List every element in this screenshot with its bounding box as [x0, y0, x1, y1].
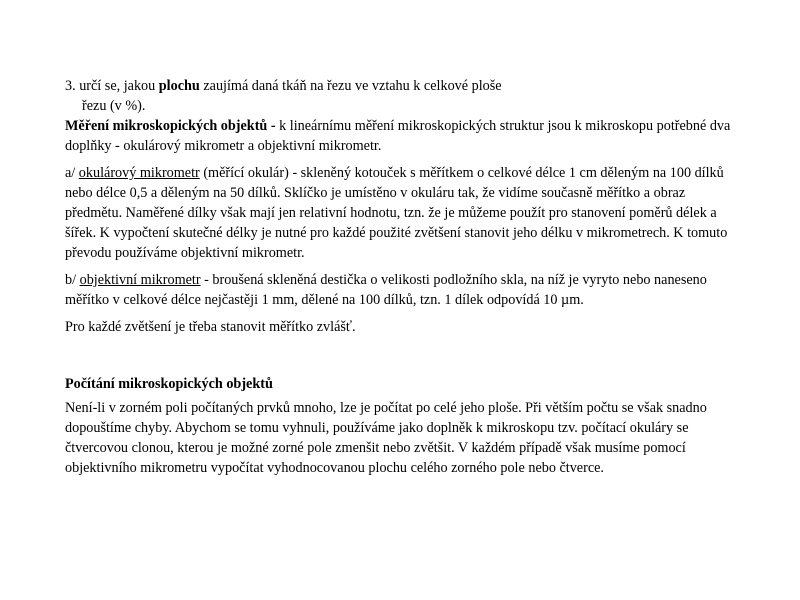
list-item-text-b: zaujímá daná tkáň na řezu ve vztahu k celkové ploše — [199, 78, 502, 94]
list-item-text-c: řezu (v %). — [82, 98, 146, 114]
paragraph-text-a: (měřící okulár) - skleněný kotouček s měřítkem o celkové délce 1 cm děleným na 100 dílků nebo délce 0,5 a děleným na 50 dílků. Sklíčko je umístěno v okuláru tak, že vidíme současně měřítko a obraz předmětu. Naměřené dílky však mají jen relativní hodnotu, tzn. že je můžeme použít pro stanovení poměrů délek a šířek. K vypočtení skutečné délky je nutné pro každé použité zvětšení stanovit jeho délku v mikrometrech. K tomuto převodu používáme objektivní mikrometr. — [65, 165, 728, 261]
paragraph-note: Pro každé zvětšení je třeba stanovit měřítko zvlášť. — [65, 319, 356, 335]
paragraph-eyepiece-micrometer — [65, 163, 745, 263]
section-measuring-intro-text: k lineárnímu měření mikroskopických struktur jsou k mikroskopu potřebné dva doplňky - okulárový mikrometr a objektivní mikrometr. — [65, 118, 731, 154]
list-item-number: 3. — [65, 78, 76, 94]
list-item-bold-term: plochu — [158, 78, 200, 94]
paragraph-text-b: - broušená skleněná destička o velikosti podložního skla, na níž je vyryto nebo naneseno měřítko v celkové délce nejčastěji 1 mm, dělené na 100 dílků, tzn. 1 dílek odpovídá 10 µm. — [65, 272, 707, 308]
paragraph-prefix-b: b/ — [65, 272, 80, 288]
paragraph-stage-micrometer — [65, 270, 745, 310]
section-measuring-title: Měření mikroskopických objektů - — [65, 118, 276, 134]
section-counting-text: Není-li v zorném poli počítaných prvků mnoho, lze je počítat po celé jeho ploše. Při větším počtu se však snadno dopouštíme chyby. Abychom se tomu vyhnuli, používáme jako doplněk k mikroskopu tzv. počítací okuláry se čtvercovou clonou, kterou je možné zorné pole zmenšit nebo zvětšit. V každém případě však musíme pomocí objektivního mikrometru vypočítat vyhodnocovanou plochu celého zorného pole nebo čtverce. — [65, 400, 707, 476]
section-counting — [65, 374, 745, 478]
section-counting-title: Počítání mikroskopických objektů — [65, 376, 273, 392]
term-eyepiece-micrometer: okulárový mikrometr — [78, 165, 200, 181]
section-measuring-intro — [65, 116, 745, 156]
list-item-3 — [65, 76, 745, 116]
paragraph-prefix-a: a/ — [65, 165, 79, 181]
term-stage-micrometer: objektivní mikrometr — [79, 272, 201, 288]
list-item-text-a: určí se, jakou — [75, 78, 159, 94]
document-page — [65, 76, 745, 478]
